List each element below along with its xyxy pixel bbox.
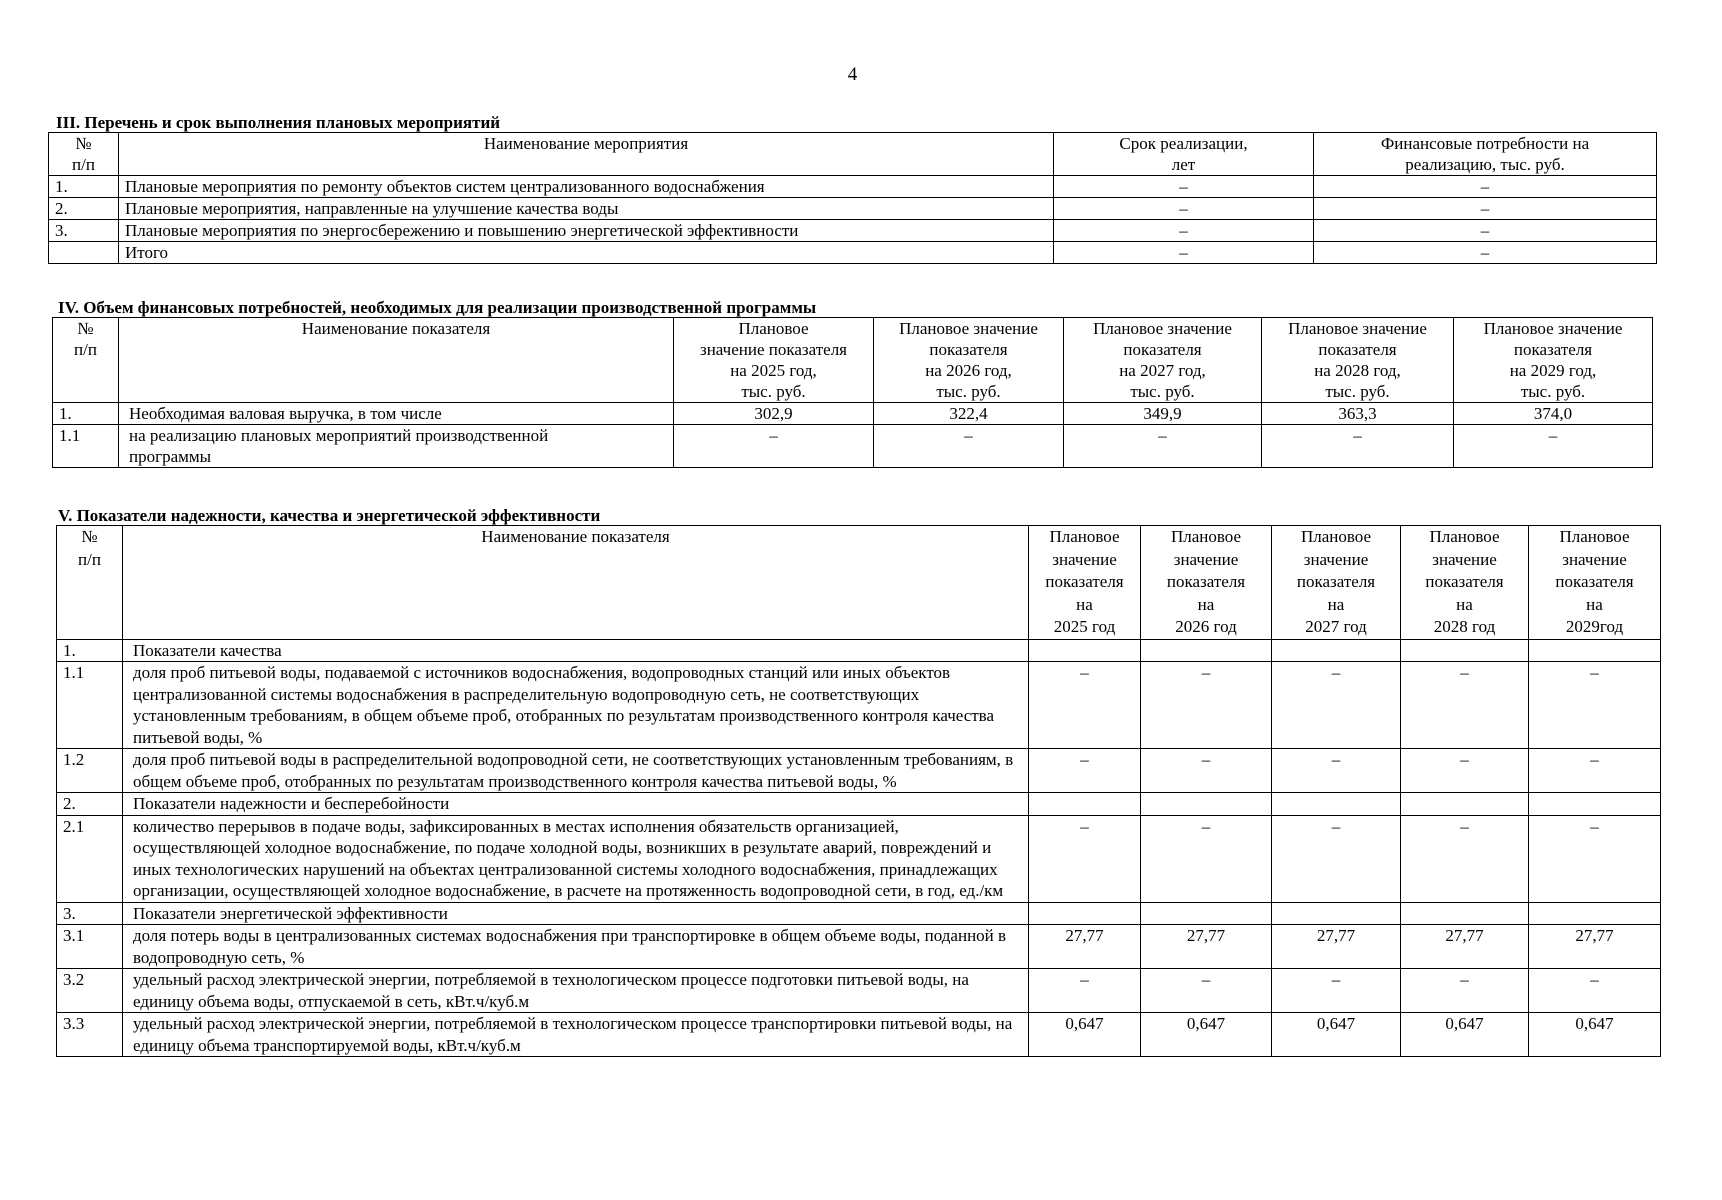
row-value: – xyxy=(1272,749,1401,793)
section5-title: V. Показатели надежности, качества и энергетической эффективности xyxy=(58,506,601,525)
row-value: – xyxy=(1029,815,1141,902)
row-number: 3.3 xyxy=(57,1013,123,1057)
row-value: – xyxy=(1141,815,1272,902)
row-number: 3.2 xyxy=(57,969,123,1013)
row-value: – xyxy=(1029,749,1141,793)
row-number: 1.1 xyxy=(53,425,119,468)
row-value xyxy=(1029,639,1141,662)
row-value: – xyxy=(1529,749,1661,793)
row-value xyxy=(1529,639,1661,662)
row-value xyxy=(1401,902,1529,925)
row-number: 1. xyxy=(57,639,123,662)
row-value: – xyxy=(1401,969,1529,1013)
table-row xyxy=(57,662,1661,749)
row-name: Плановые мероприятия по энергосбережению и повышению энергетической эффективности xyxy=(119,220,1054,242)
row-value xyxy=(1141,639,1272,662)
section4-header-cell: № п/п xyxy=(53,318,119,403)
row-number: 2. xyxy=(57,793,123,816)
row-value: – xyxy=(1401,749,1529,793)
row-term: – xyxy=(1054,220,1314,242)
row-value: – xyxy=(1029,662,1141,749)
section3-table xyxy=(48,132,1657,264)
row-value: 349,9 xyxy=(1064,403,1262,425)
row-value: 302,9 xyxy=(674,403,874,425)
row-number: 1. xyxy=(49,176,119,198)
row-value xyxy=(1272,902,1401,925)
table-row xyxy=(49,176,1657,198)
row-value: – xyxy=(1529,815,1661,902)
row-number: 2.1 xyxy=(57,815,123,902)
row-value: – xyxy=(674,425,874,468)
row-value: – xyxy=(1272,969,1401,1013)
section4-header-cell: Плановое значение показателя на 2027 год, тыс. руб. xyxy=(1064,318,1262,403)
section5-table xyxy=(56,525,1661,1057)
row-number: 3. xyxy=(49,220,119,242)
row-value: 374,0 xyxy=(1454,403,1653,425)
row-value: – xyxy=(1262,425,1454,468)
row-value: 27,77 xyxy=(1029,925,1141,969)
section3-header-cell: № п/п xyxy=(49,133,119,176)
table-row xyxy=(57,639,1661,662)
row-name: удельный расход электрической энергии, потребляемой в технологическом процессе транспортировки питьевой воды, на единицу объема транспортируемой воды, кВт.ч/куб.м xyxy=(123,1013,1029,1057)
table-row xyxy=(57,815,1661,902)
row-number: 1.1 xyxy=(57,662,123,749)
section3-header-row xyxy=(49,133,1657,176)
row-value: – xyxy=(1141,749,1272,793)
section5-header-cell: Плановое значение показателя на 2025 год xyxy=(1029,526,1141,640)
row-value: 363,3 xyxy=(1262,403,1454,425)
row-value: – xyxy=(1029,969,1141,1013)
row-term: – xyxy=(1054,242,1314,264)
row-value xyxy=(1401,793,1529,816)
row-finance: – xyxy=(1314,242,1657,264)
row-value: 27,77 xyxy=(1141,925,1272,969)
row-value: – xyxy=(1272,815,1401,902)
table-row xyxy=(57,749,1661,793)
section3-title: III. Перечень и срок выполнения плановых мероприятий xyxy=(56,113,501,132)
row-name: удельный расход электрической энергии, потребляемой в технологическом процессе подготовки питьевой воды, на единицу объема воды, отпускаемой в сеть, кВт.ч/куб.м xyxy=(123,969,1029,1013)
table-row xyxy=(57,793,1661,816)
table-row xyxy=(57,1013,1661,1057)
row-value: – xyxy=(1272,662,1401,749)
row-value: – xyxy=(1529,662,1661,749)
row-name: Плановые мероприятия по ремонту объектов систем централизованного водоснабжения xyxy=(119,176,1054,198)
row-value: 27,77 xyxy=(1401,925,1529,969)
row-name: на реализацию плановых мероприятий производственной программы xyxy=(119,425,674,468)
section3-header-cell: Срок реализации, лет xyxy=(1054,133,1314,176)
row-value xyxy=(1272,793,1401,816)
section5-header-cell: Плановое значение показателя на 2028 год xyxy=(1401,526,1529,640)
row-value: 0,647 xyxy=(1272,1013,1401,1057)
row-name: доля проб питьевой воды в распределительной водопроводной сети, не соответствующих установленным требованиям, в общем объеме проб, отобранных по результатам производственного контроля качества питьевой воды, % xyxy=(123,749,1029,793)
row-name: Показатели надежности и бесперебойности xyxy=(123,793,1029,816)
row-value xyxy=(1141,902,1272,925)
row-value: – xyxy=(1141,969,1272,1013)
row-number: 2. xyxy=(49,198,119,220)
page-number: 4 xyxy=(847,64,858,85)
section4-header-cell: Плановое значение показателя на 2026 год, тыс. руб. xyxy=(874,318,1064,403)
row-name: Показатели энергетической эффективности xyxy=(123,902,1029,925)
table-row xyxy=(49,242,1657,264)
section5-header-cell: Плановое значение показателя на 2026 год xyxy=(1141,526,1272,640)
row-number: 3. xyxy=(57,902,123,925)
row-value: 27,77 xyxy=(1272,925,1401,969)
row-value: – xyxy=(1529,969,1661,1013)
row-value: – xyxy=(1064,425,1262,468)
table-row xyxy=(49,198,1657,220)
row-value: – xyxy=(1401,662,1529,749)
row-name: Показатели качества xyxy=(123,639,1029,662)
row-value: – xyxy=(1401,815,1529,902)
row-value: 0,647 xyxy=(1529,1013,1661,1057)
section4-header-row xyxy=(53,318,1653,403)
row-value xyxy=(1529,793,1661,816)
row-value: – xyxy=(1141,662,1272,749)
row-finance: – xyxy=(1314,176,1657,198)
row-number: 3.1 xyxy=(57,925,123,969)
row-value: 0,647 xyxy=(1141,1013,1272,1057)
row-number: 1. xyxy=(53,403,119,425)
row-term: – xyxy=(1054,198,1314,220)
row-name: Необходимая валовая выручка, в том числе xyxy=(119,403,674,425)
row-value: 0,647 xyxy=(1401,1013,1529,1057)
row-value: – xyxy=(874,425,1064,468)
section4-header-cell: Плановое значение показателя на 2028 год, тыс. руб. xyxy=(1262,318,1454,403)
section5-header-cell: Плановое значение показателя на 2027 год xyxy=(1272,526,1401,640)
section4-header-cell: Плановое значение показателя на 2025 год, тыс. руб. xyxy=(674,318,874,403)
section5-header-cell: № п/п xyxy=(57,526,123,640)
row-value xyxy=(1141,793,1272,816)
section4-table xyxy=(52,317,1653,468)
section4-header-cell: Наименование показателя xyxy=(119,318,674,403)
section5-header-cell: Наименование показателя xyxy=(123,526,1029,640)
row-value: 27,77 xyxy=(1529,925,1661,969)
section4-title: IV. Объем финансовых потребностей, необходимых для реализации производственной программы xyxy=(58,298,817,317)
row-name: Плановые мероприятия, направленные на улучшение качества воды xyxy=(119,198,1054,220)
table-row xyxy=(57,969,1661,1013)
row-finance: – xyxy=(1314,198,1657,220)
table-row xyxy=(53,425,1653,468)
table-row xyxy=(57,925,1661,969)
row-name: доля потерь воды в централизованных системах водоснабжения при транспортировке в общем объеме воды, поданной в водопроводную сеть, % xyxy=(123,925,1029,969)
row-value: 0,647 xyxy=(1029,1013,1141,1057)
table-row xyxy=(57,902,1661,925)
row-number xyxy=(49,242,119,264)
row-name: количество перерывов в подаче воды, зафиксированных в местах исполнения обязательств организацией, осуществляющей холодное водоснабжение, по подаче холодной воды, возникших в результате аварий, повреждений и иных технологических нарушений на объектах централизованной системы холодного водоснабжения, принадлежащих организации, осуществляющей холодное водоснабжение, в расчете на протяженность водопроводной сети, в год, ед./км xyxy=(123,815,1029,902)
row-value: – xyxy=(1454,425,1653,468)
section5-header-cell: Плановое значение показателя на 2029год xyxy=(1529,526,1661,640)
row-value xyxy=(1272,639,1401,662)
row-name: Итого xyxy=(119,242,1054,264)
row-value xyxy=(1401,639,1529,662)
table-row xyxy=(49,220,1657,242)
section4-header-cell: Плановое значение показателя на 2029 год, тыс. руб. xyxy=(1454,318,1653,403)
row-number: 1.2 xyxy=(57,749,123,793)
row-value xyxy=(1029,902,1141,925)
row-finance: – xyxy=(1314,220,1657,242)
section3-header-cell: Наименование мероприятия xyxy=(119,133,1054,176)
row-value xyxy=(1529,902,1661,925)
table-row xyxy=(53,403,1653,425)
row-value: 322,4 xyxy=(874,403,1064,425)
section3-header-cell: Финансовые потребности на реализацию, тыс. руб. xyxy=(1314,133,1657,176)
row-value xyxy=(1029,793,1141,816)
section5-header-row xyxy=(57,526,1661,640)
row-term: – xyxy=(1054,176,1314,198)
row-name: доля проб питьевой воды, подаваемой с источников водоснабжения, водопроводных станций или иных объектов централизованной системы водоснабжения в распределительную водопроводную сеть, не соответствующих установленным требованиям, в общем объеме проб, отобранных по результатам производственного контроля качества питьевой воды, % xyxy=(123,662,1029,749)
